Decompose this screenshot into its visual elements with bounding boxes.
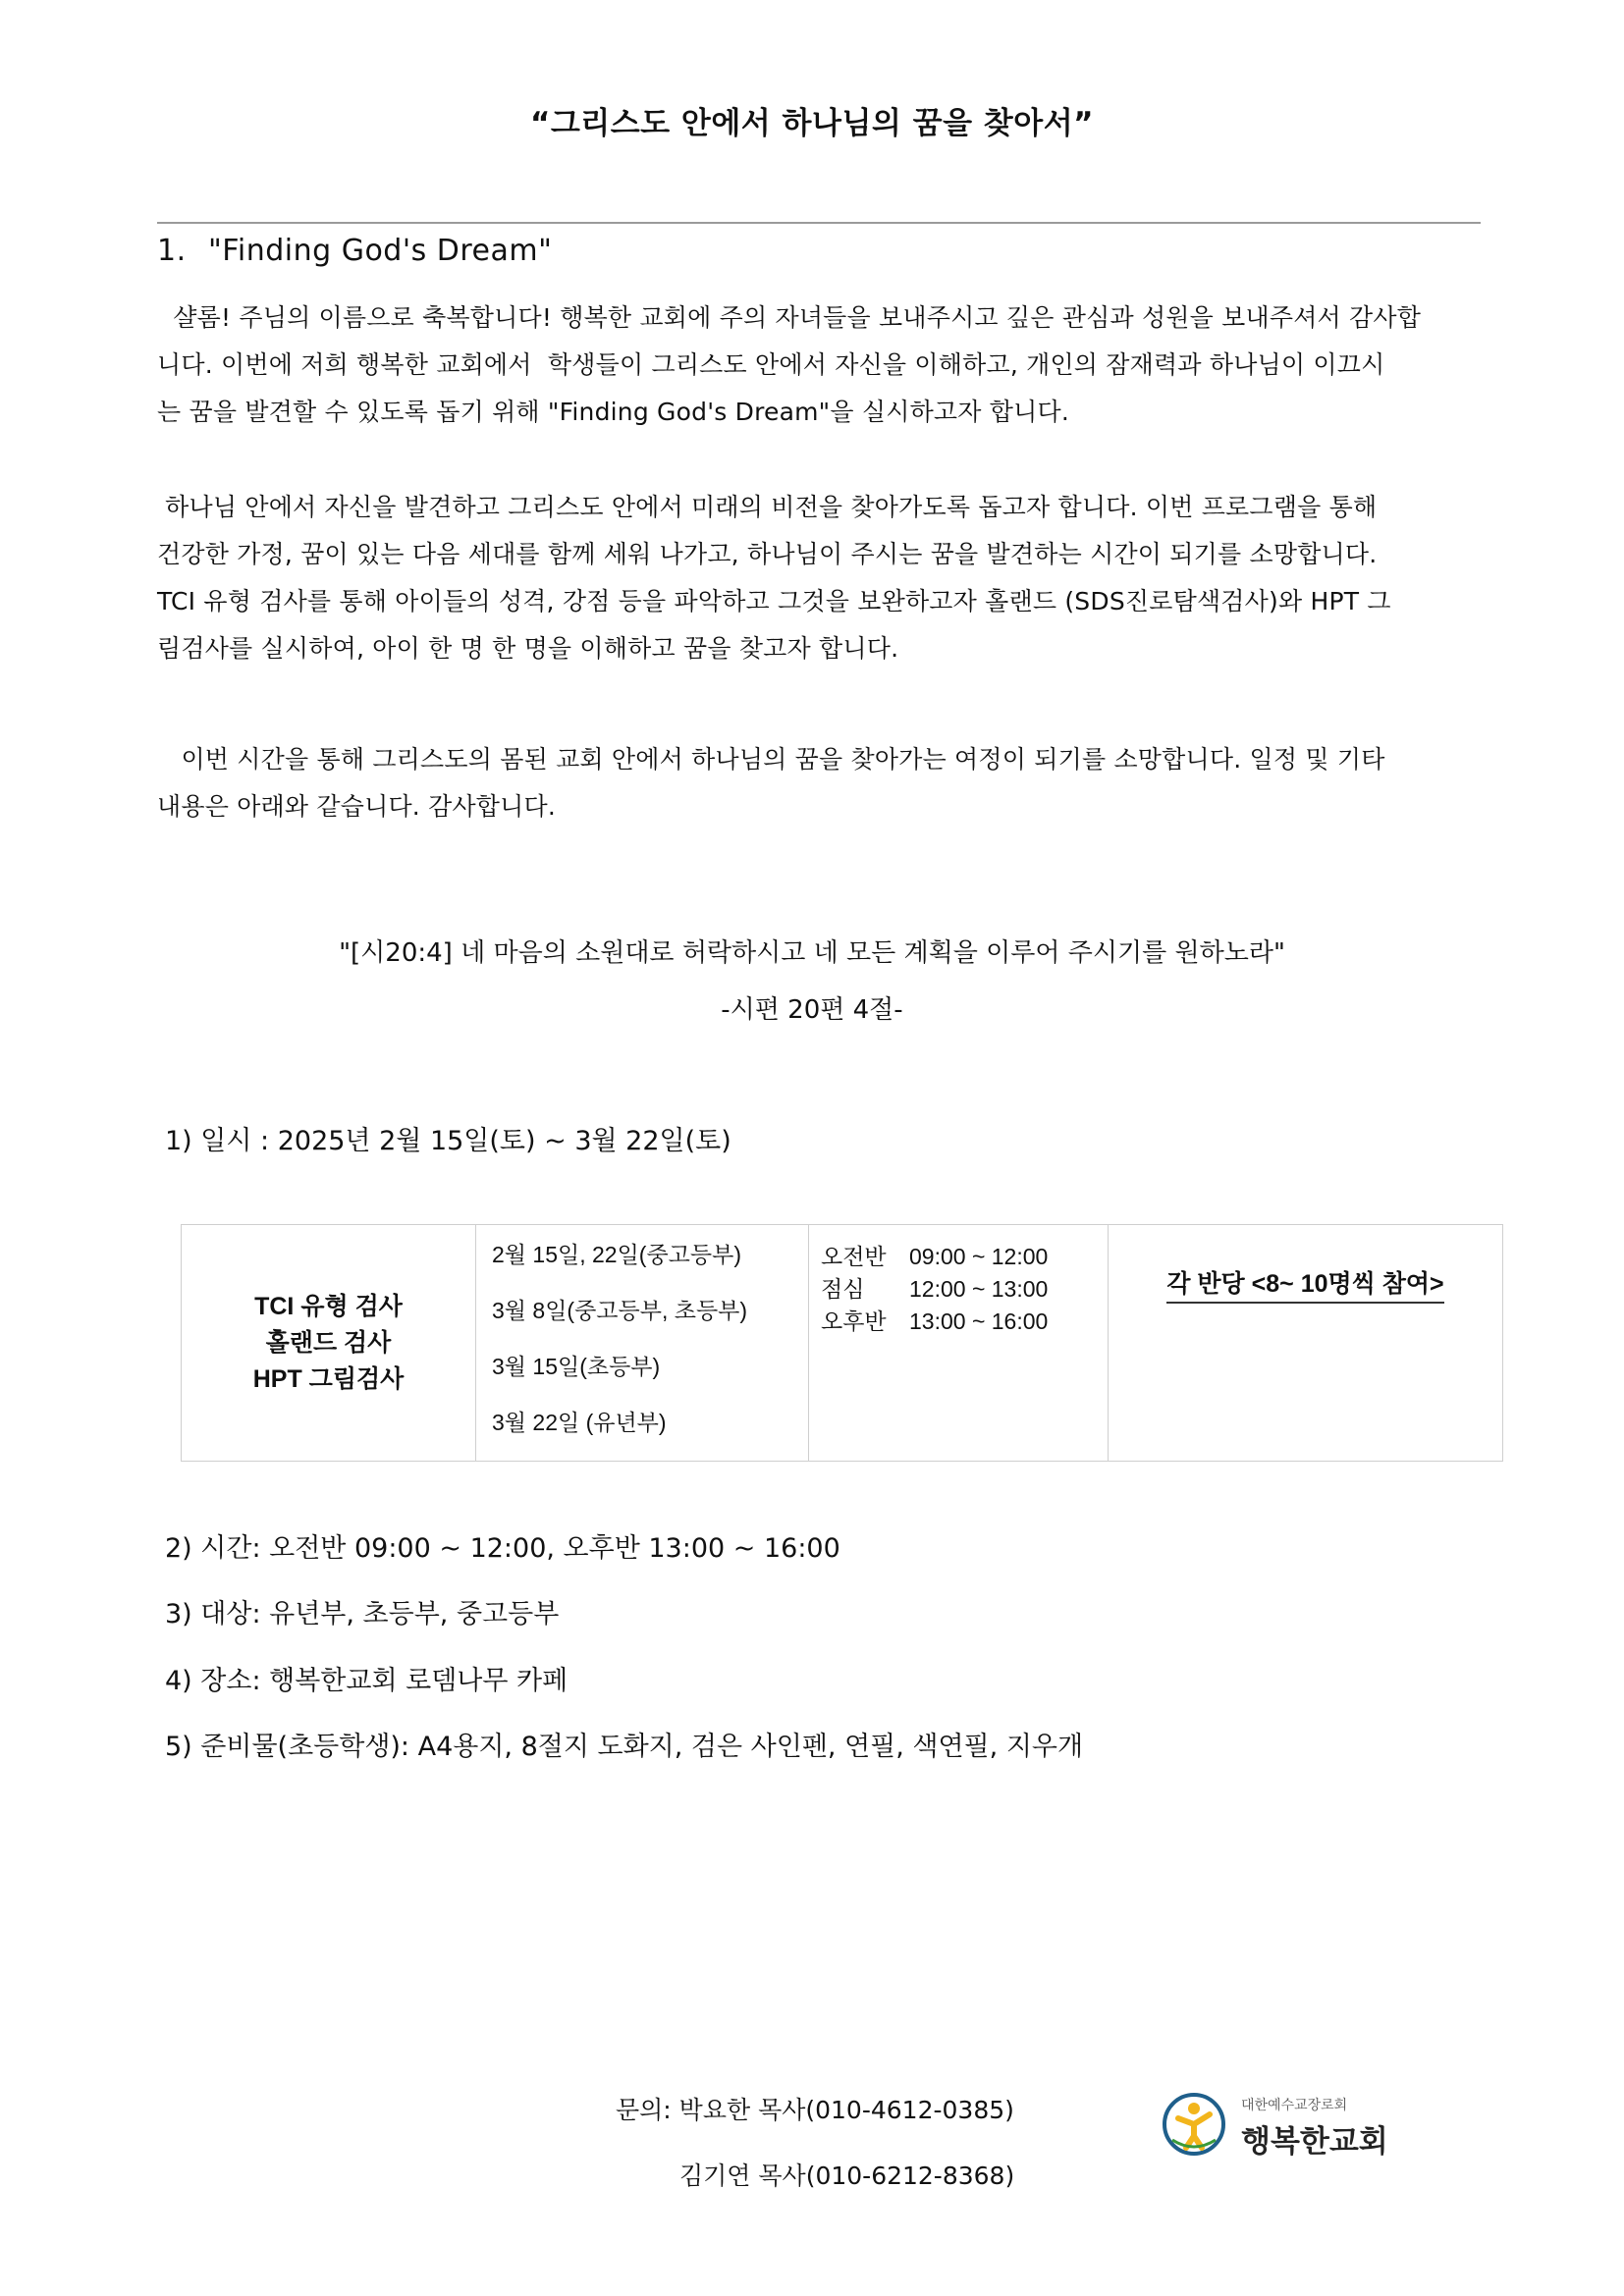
contact-primary: 문의: 박요한 목사(010-4612-0385) (616, 2096, 1014, 2124)
text-line: 건강한 가정, 꿈이 있는 다음 세대를 함께 세워 나가고, 하나님이 주시는 꿈을 발견하는 시간이 되기를 소망합니다. (157, 540, 1378, 568)
text-line: TCI 유형 검사를 통해 아이들의 성격, 강점 등을 파악하고 그것을 보완하고자 홀랜드 (SDS진로탐색검사)와 HPT 그 (157, 587, 1391, 615)
section-heading (157, 234, 552, 268)
session-date: 2월 15일, 22일(중고등부) (492, 1242, 741, 1267)
info-time: 2) 시간: 오전반 09:00 ~ 12:00, 오후반 13:00 ~ 16:00 (165, 1533, 840, 1564)
time-slot (821, 1306, 1108, 1338)
church-emblem-icon (1159, 2089, 1229, 2160)
intro-paragraph (157, 294, 1488, 436)
session-date: 3월 15일(초등부) (492, 1354, 661, 1379)
contact-secondary: 김기연 목사(010-6212-8368) (679, 2162, 1015, 2190)
section-number: 1. (157, 234, 187, 268)
session-date: 3월 8일(중고등부, 초등부) (492, 1298, 748, 1323)
text-line: 이번 시간을 통해 그리스도의 몸된 교회 안에서 하나님의 꿈을 찾아가는 여정이 되기를 소망합니다. 일정 및 기타 (157, 745, 1385, 774)
time-slot (821, 1273, 1108, 1306)
time-slot-label: 오후반 (821, 1308, 887, 1334)
time-slot-label: 오전반 (821, 1244, 887, 1269)
text-line: 내용은 아래와 같습니다. 감사합니다. (157, 792, 556, 821)
capacity-cell (1109, 1225, 1503, 1462)
text-line: 샬롬! 주님의 이름으로 축복합니다! 행복한 교회에 주의 자녀들을 보내주시고 깊은 관심과 성원을 보내주셔서 감사합 (157, 303, 1422, 332)
test-name: HPT 그림검사 (252, 1364, 405, 1393)
logo-name: 행복한교회 (1241, 2124, 1388, 2159)
document-title: “그리스도 안에서 하나님의 꿈을 찾아서” (529, 106, 1095, 141)
program-paragraph (157, 484, 1488, 672)
text-line: 림검사를 실시하여, 아이 한 명 한 명을 이해하고 꿈을 찾고자 합니다. (157, 634, 899, 663)
verse-source: -시편 20편 4절- (721, 995, 903, 1025)
test-name: 홀랜드 검사 (265, 1328, 392, 1357)
time-slot-value: 09:00 ~ 12:00 (909, 1244, 1049, 1269)
time-slot-value: 12:00 ~ 13:00 (909, 1276, 1049, 1302)
table-row (182, 1225, 1503, 1462)
dates-cell (476, 1225, 809, 1462)
info-supplies: 5) 준비물(초등학생): A4용지, 8절지 도화지, 검은 사인펜, 연필, 색연필, 지우개 (165, 1732, 1084, 1762)
title-divider (157, 222, 1481, 224)
section-heading-text: "Finding God's Dream" (208, 234, 553, 268)
info-target: 3) 대상: 유년부, 초등부, 중고등부 (165, 1599, 560, 1629)
time-slot-value: 13:00 ~ 16:00 (909, 1308, 1049, 1334)
logo-subtitle: 대한예수교장로회 (1241, 2097, 1348, 2112)
bible-verse: "[시20:4] 네 마음의 소원대로 허락하시고 네 모든 계획을 이루어 주시기를 원하노라" (339, 938, 1285, 968)
times-cell (809, 1225, 1109, 1462)
info-place: 4) 장소: 행복한교회 로뎀나무 카페 (165, 1666, 568, 1696)
church-logo (1159, 2081, 1424, 2169)
schedule-table (181, 1224, 1503, 1462)
text-line: 는 꿈을 발견할 수 있도록 돕기 위해 "Finding God's Dream"을 실시하고자 합니다. (157, 398, 1069, 426)
text-line: 하나님 안에서 자신을 발견하고 그리스도 안에서 미래의 비전을 찾아가도록 돕고자 합니다. 이번 프로그램을 통해 (157, 493, 1378, 521)
time-slot (821, 1241, 1108, 1273)
text-line: 니다. 이번에 저희 행복한 교회에서 학생들이 그리스도 안에서 자신을 이해하고, 개인의 잠재력과 하나님이 이끄시 (157, 350, 1385, 379)
info-date: 1) 일시 : 2025년 2월 15일(토) ~ 3월 22일(토) (165, 1126, 731, 1156)
time-slot-label: 점심 (821, 1276, 865, 1302)
capacity-note: 각 반당 <8~ 10명씩 참여> (1166, 1270, 1443, 1304)
closing-paragraph (157, 736, 1488, 830)
test-name: TCI 유형 검사 (254, 1292, 403, 1320)
session-date: 3월 22일 (유년부) (492, 1410, 667, 1435)
tests-cell (182, 1225, 476, 1462)
